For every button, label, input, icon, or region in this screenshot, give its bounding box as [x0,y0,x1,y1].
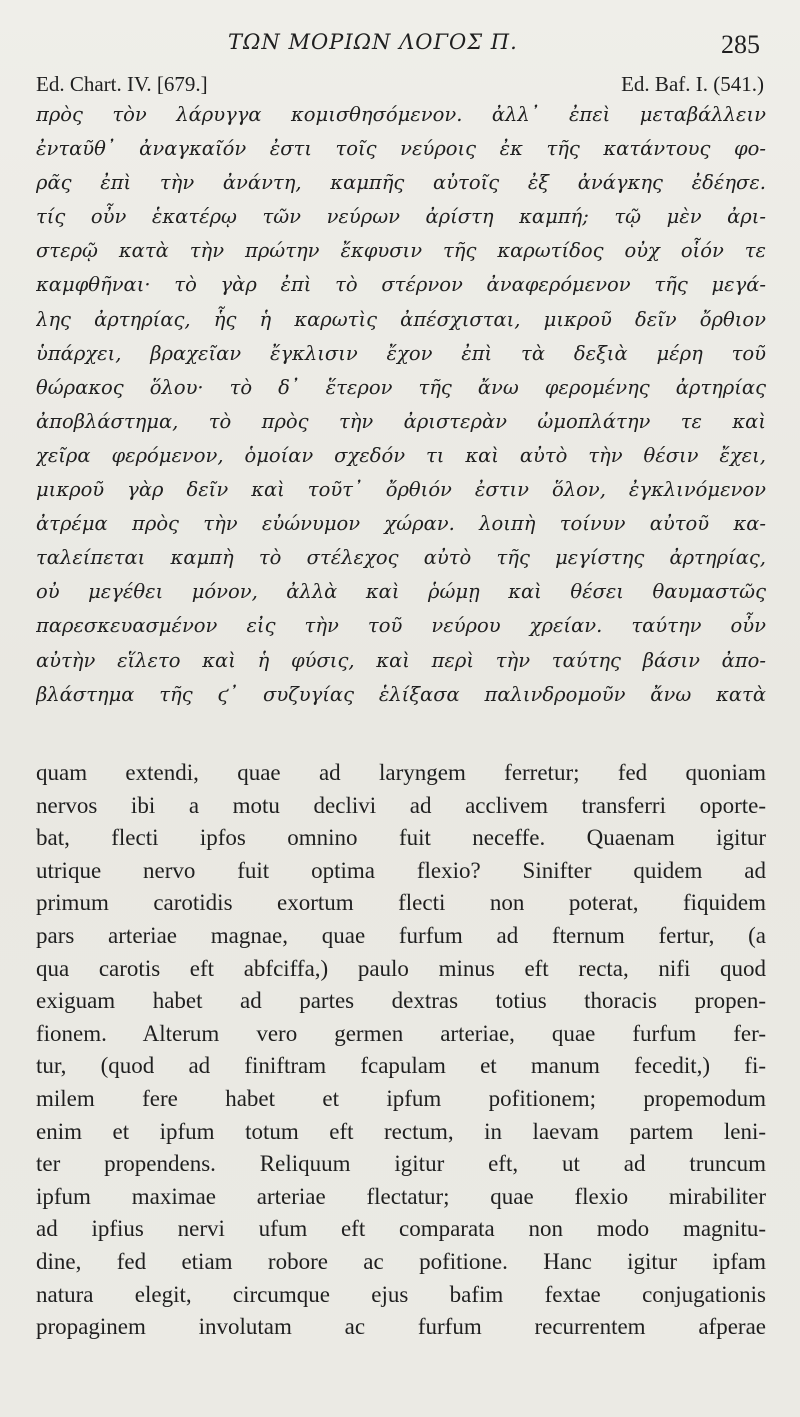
latin-text-line: ipfum maximae arteriae flectatur; quae flexio mirabiliter [36,1183,766,1209]
greek-text-line: καμφθῆναι· τὸ γὰρ ἐπὶ τὸ στέρνον ἀναφερόμενον τῆς μεγά- [36,273,766,297]
greek-text-block [36,98,766,712]
greek-text-line: μικροῦ γὰρ δεῖν καὶ τοῦτ᾽ ὄρθιόν ἐστιν ὅλον, ἐγκλινόμενον [36,478,766,502]
running-title: ΤΩΝ ΜΟΡΙΩΝ ΛΟΓΟΣ Π. [228,30,518,54]
greek-text-line: χεῖρα φερόμενον, ὁμοίαν σχεδόν τι καὶ αὐτὸ τὴν θέσιν ἔχει, [36,443,766,467]
edition-references [36,72,764,100]
latin-text-line: dine, fed etiam robore ac pofitione. Hanc igitur ipfam [36,1248,766,1274]
greek-text-line: τίς οὖν ἑκατέρῳ τῶν νεύρων ἀρίστη καμπή; τῷ μὲν ἀρι- [36,205,766,229]
latin-text-line: pars arteriae magnae, quae furfum ad fternum fertur, (a [36,922,766,948]
greek-text-line: ἀποβλάστημα, τὸ πρὸς τὴν ἀριστερὰν ὠμοπλάτην τε καὶ [36,409,766,433]
greek-text-line: στερῷ κατὰ τὴν πρώτην ἔκφυσιν τῆς καρωτίδος οὐχ οἷόν τε [36,239,766,263]
latin-text-line: utrique nervo fuit optima flexio? Sinifter quidem ad [36,857,766,883]
latin-text-line: tur, (quod ad finiftram fcapulam et manum fecedit,) fi- [36,1053,766,1079]
latin-text-line: propaginem involutam ac furfum recurrentem afperae [36,1314,766,1340]
latin-text-block [36,757,766,1344]
latin-text-line: quam extendi, quae ad laryngem ferretur; fed quoniam [36,760,766,785]
latin-text-line: enim et ipfum totum eft rectum, in laevam partem leni- [36,1118,766,1144]
greek-text-line: ἐνταῦθ᾽ ἀναγκαῖόν ἐστι τοῖς νεύροις ἐκ τῆς κατάντους φο- [36,137,766,161]
latin-text-line: qua carotis eft abfciffa,) paulo minus eft recta, nifi quod [36,955,766,981]
latin-text-line: ter propendens. Reliquum igitur eft, ut ad truncum [36,1151,766,1177]
latin-text-line: ad ipfius nervi ufum eft comparata non modo magnitu- [36,1216,766,1242]
greek-text-line: βλάστημα τῆς ϛ᾽ συζυγίας ἑλίξασα παλινδρομοῦν ἄνω κατὰ [36,682,766,706]
running-head [0,28,800,64]
greek-text-line: παρεσκευασμένον εἰς τὴν τοῦ νεύρου χρείαν. ταύτην οὖν [36,614,766,638]
latin-text-line: bat, flecti ipfos omnino fuit neceffe. Quaenam igitur [36,825,766,851]
latin-text-line: natura elegit, circumque ejus bafim fextae conjugationis [36,1281,766,1307]
page-number: 285 [721,30,760,59]
greek-text-line: ρᾶς ἐπὶ τὴν ἀνάντη, καμπῆς αὐτοῖς ἐξ ἀνάγκης ἐδέησε. [36,171,766,195]
latin-text-line: fionem. Alterum vero germen arteriae, quae furfum fer- [36,1020,766,1046]
greek-text-line: ἀτρέμα πρὸς τὴν εὐώνυμον χώραν. λοιπὴ τοίνυν αὐτοῦ κα- [36,512,766,536]
greek-text-line: θώρακος ὅλου· τὸ δ᾽ ἕτερον τῆς ἄνω φερομένης ἀρτηρίας [36,375,766,399]
greek-text-line: αὐτὴν εἵλετο καὶ ἡ φύσις, καὶ περὶ τὴν ταύτης βάσιν ἀπο- [36,648,766,672]
greek-text-line: ταλείπεται καμπὴ τὸ στέλεχος αὐτὸ τῆς μεγίστης ἀρτηρίας, [36,546,766,570]
edition-basel-reference: Ed. Baf. I. (541.) [621,72,764,96]
latin-text-line: exiguam habet ad partes dextras totius thoracis propen- [36,988,766,1014]
latin-text-line: milem fere habet et ipfum pofitionem; propemodum [36,1085,766,1111]
greek-text-line: πρὸς τὸν λάρυγγα κομισθησόμενον. ἀλλ᾽ ἐπεὶ μεταβάλλειν [36,103,766,126]
latin-text-line: primum carotidis exortum flecti non poterat, fiquidem [36,890,766,916]
greek-text-line: ὑπάρχει, βραχεῖαν ἔγκλισιν ἔχον ἐπὶ τὰ δεξιὰ μέρη τοῦ [36,341,766,365]
greek-text-line: λης ἀρτηρίας, ἧς ἡ καρωτὶς ἀπέσχισται, μικροῦ δεῖν ὄρθιον [36,307,766,331]
latin-text-line: nervos ibi a motu declivi ad acclivem transferri oporte- [36,792,766,818]
greek-text-line: οὐ μεγέθει μόνον, ἀλλὰ καὶ ῥώμῃ καὶ θέσει θαυμαστῶς [36,580,766,604]
edition-chart-reference: Ed. Chart. IV. [679.] [36,72,208,96]
